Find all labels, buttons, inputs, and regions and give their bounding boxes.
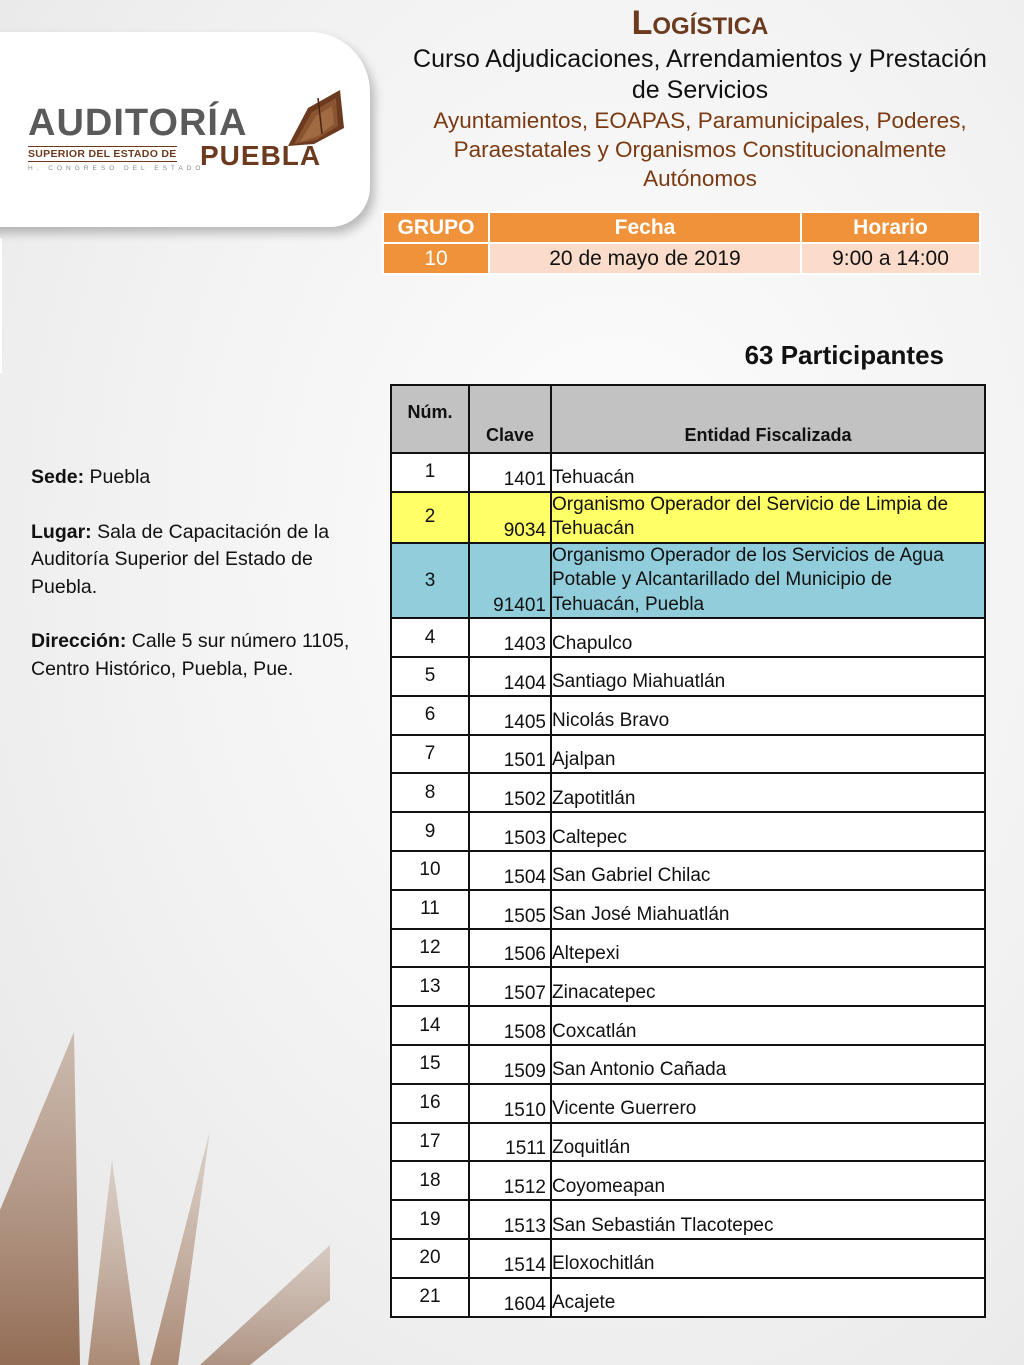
- cell-clave: 1501: [469, 735, 551, 774]
- direccion-label: Dirección:: [31, 630, 127, 652]
- cell-entidad: Tehuacán: [551, 453, 985, 492]
- logo-main-text: AUDITORÍA: [28, 102, 248, 144]
- cell-entidad: Zoquitlán: [551, 1123, 985, 1162]
- table-row: [391, 543, 985, 619]
- page-title: Logística: [631, 4, 769, 42]
- cell-num: 10: [391, 851, 469, 890]
- table-row: [391, 773, 985, 812]
- table-row: [391, 735, 985, 774]
- logo-puebla-text: PUEBLA: [200, 140, 322, 171]
- cell-clave: 1403: [469, 618, 551, 657]
- auditoria-logo: [28, 88, 328, 178]
- table-row: [391, 1006, 985, 1045]
- cell-clave: 1404: [469, 657, 551, 696]
- table-row: [391, 1278, 985, 1317]
- left-accent-line: [0, 238, 2, 373]
- cell-clave: 1604: [469, 1278, 551, 1317]
- cell-num: 17: [391, 1123, 469, 1162]
- entities-subtitle: Ayuntamientos, EOAPAS, Paramunicipales, Poderes, Paraestatales y Organismos Constitucionalmente Autónomos: [433, 108, 967, 191]
- cell-entidad: San Sebastián Tlacotepec: [551, 1200, 985, 1239]
- schedule-time: 9:00 a 14:00: [801, 243, 980, 274]
- cell-num: 20: [391, 1239, 469, 1278]
- decorative-shapes: [0, 1010, 330, 1365]
- table-row: [391, 1239, 985, 1278]
- direccion-line: [31, 628, 376, 683]
- header-clave: Clave: [469, 385, 551, 453]
- cell-clave: 1513: [469, 1200, 551, 1239]
- header-entidad: Entidad Fiscalizada: [551, 385, 985, 453]
- cell-entidad: San José Miahuatlán: [551, 890, 985, 929]
- cell-clave: 1511: [469, 1123, 551, 1162]
- table-row: [391, 1045, 985, 1084]
- table-row: [391, 618, 985, 657]
- cell-entidad: Organismo Operador de los Servicios de Agua Potable y Alcantarillado del Municipio de Tehuacán, Puebla: [551, 543, 985, 619]
- cell-num: 6: [391, 696, 469, 735]
- cell-entidad: Organismo Operador del Servicio de Limpia de Tehuacán: [551, 492, 985, 543]
- cell-entidad: Caltepec: [551, 812, 985, 851]
- schedule-date: 20 de mayo de 2019: [489, 243, 801, 274]
- cell-clave: 1512: [469, 1161, 551, 1200]
- cell-num: 4: [391, 618, 469, 657]
- cell-clave: 1502: [469, 773, 551, 812]
- schedule-header-time: Horario: [801, 212, 980, 243]
- cell-num: 16: [391, 1084, 469, 1123]
- cell-clave: 1505: [469, 890, 551, 929]
- cell-clave: 1506: [469, 929, 551, 968]
- cell-entidad: Zapotitlán: [551, 773, 985, 812]
- table-row: [391, 851, 985, 890]
- cell-entidad: Zinacatepec: [551, 967, 985, 1006]
- cell-num: 21: [391, 1278, 469, 1317]
- cell-num: 18: [391, 1161, 469, 1200]
- cell-clave: 1509: [469, 1045, 551, 1084]
- table-row: [391, 1200, 985, 1239]
- sede-label: Sede:: [31, 466, 85, 488]
- cell-entidad: San Antonio Cañada: [551, 1045, 985, 1084]
- cell-entidad: Altepexi: [551, 929, 985, 968]
- logo-congreso-text: H. CONGRESO DEL ESTADO: [28, 165, 205, 172]
- table-row: [391, 1161, 985, 1200]
- logo-sub-text: SUPERIOR DEL ESTADO DE: [28, 148, 177, 160]
- cell-entidad: Santiago Miahuatlán: [551, 657, 985, 696]
- lugar-label: Lugar:: [31, 520, 92, 543]
- cell-clave: 1508: [469, 1006, 551, 1045]
- schedule-header-row: [383, 212, 980, 243]
- cell-clave: 1510: [469, 1084, 551, 1123]
- cell-entidad: Eloxochitlán: [551, 1239, 985, 1278]
- cell-num: 12: [391, 929, 469, 968]
- participants-count: 63 Participantes: [744, 340, 944, 370]
- cell-num: 15: [391, 1045, 469, 1084]
- cell-num: 2: [391, 492, 469, 543]
- cell-clave: 1405: [469, 696, 551, 735]
- course-title: Curso Adjudicaciones, Arrendamientos y Prestación de Servicios: [413, 45, 987, 104]
- cell-num: 3: [391, 543, 469, 619]
- cell-entidad: Nicolás Bravo: [551, 696, 985, 735]
- schedule-header-date: Fecha: [489, 212, 801, 243]
- header: [400, 0, 1000, 193]
- cell-num: 14: [391, 1006, 469, 1045]
- cell-clave: 1401: [469, 453, 551, 492]
- cell-num: 7: [391, 735, 469, 774]
- table-row: [391, 1123, 985, 1162]
- table-row: [391, 929, 985, 968]
- table-header-row: [391, 385, 985, 453]
- direccion-value: Calle 5 sur número 1105, Centro Histórico, Puebla, Pue.: [31, 630, 350, 680]
- cell-num: 19: [391, 1200, 469, 1239]
- cell-clave: 91401: [469, 543, 551, 619]
- cell-num: 1: [391, 453, 469, 492]
- cell-clave: 9034: [469, 492, 551, 543]
- cell-entidad: San Gabriel Chilac: [551, 851, 985, 890]
- table-row: [391, 696, 985, 735]
- venue-info: [31, 464, 376, 710]
- lugar-value: Sala de Capacitación de la Auditoría Superior del Estado de Puebla.: [31, 520, 330, 598]
- table-row: [391, 812, 985, 851]
- cell-entidad: Coxcatlán: [551, 1006, 985, 1045]
- table-row: [391, 492, 985, 543]
- header-num: Núm.: [391, 385, 469, 453]
- table-row: [391, 967, 985, 1006]
- cell-num: 13: [391, 967, 469, 1006]
- schedule-table: [382, 211, 981, 275]
- sede-value: Puebla: [89, 466, 151, 488]
- schedule-row: [383, 243, 980, 274]
- cell-entidad: Vicente Guerrero: [551, 1084, 985, 1123]
- lugar-line: [31, 519, 376, 602]
- cell-num: 5: [391, 657, 469, 696]
- cell-num: 9: [391, 812, 469, 851]
- cell-clave: 1514: [469, 1239, 551, 1278]
- cell-clave: 1507: [469, 967, 551, 1006]
- cell-entidad: Acajete: [551, 1278, 985, 1317]
- cell-clave: 1504: [469, 851, 551, 890]
- cell-clave: 1503: [469, 812, 551, 851]
- table-row: [391, 453, 985, 492]
- cell-num: 8: [391, 773, 469, 812]
- entities-table: [390, 384, 986, 1318]
- schedule-header-group: GRUPO: [383, 212, 489, 243]
- sede-line: [31, 464, 376, 492]
- table-row: [391, 657, 985, 696]
- cell-entidad: Coyomeapan: [551, 1161, 985, 1200]
- cell-entidad: Chapulco: [551, 618, 985, 657]
- table-row: [391, 1084, 985, 1123]
- cell-num: 11: [391, 890, 469, 929]
- schedule-group: 10: [383, 243, 489, 274]
- table-body: [391, 453, 985, 1317]
- cell-entidad: Ajalpan: [551, 735, 985, 774]
- table-row: [391, 890, 985, 929]
